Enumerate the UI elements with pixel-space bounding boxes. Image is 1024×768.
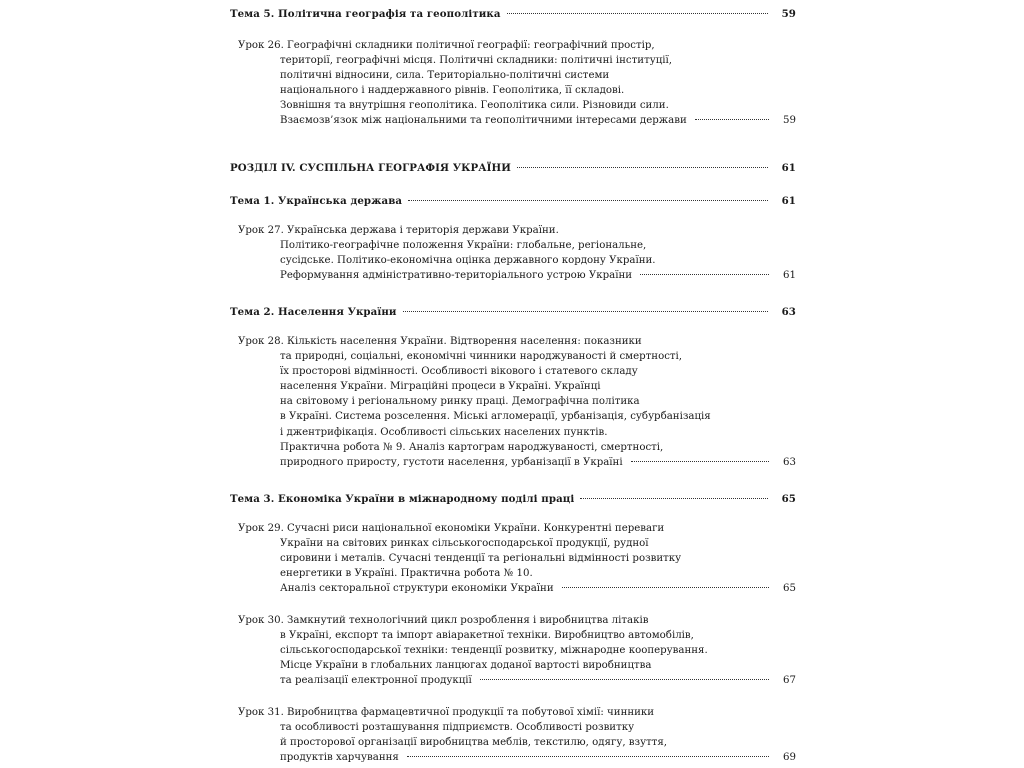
page-number: 61 [781, 162, 796, 174]
section-title: РОЗДІЛ IV. СУСПІЛЬНА ГЕОГРАФІЯ УКРАЇНИ [230, 162, 511, 174]
page-number: 61 [781, 195, 796, 207]
toc-lesson-entry [238, 521, 796, 596]
dot-leader [640, 274, 769, 275]
lesson-line: Урок 28. Кількість населення України. Відтворення населення: показники [238, 336, 642, 347]
lesson-line: на світовому і регіональному ринку праці. Демографічна політика [280, 396, 640, 408]
page-number: 63 [781, 306, 796, 318]
lesson-line: сировини і металів. Сучасні тенденції та регіональні відмінності розвитку [280, 553, 682, 565]
topic-title: Тема 5. Політична географія та геополітика [230, 8, 501, 20]
dot-leader [403, 311, 768, 312]
lesson-line: України на світових ринках сільськогосподарської продукції, рудної [280, 538, 649, 550]
dot-leader [695, 119, 769, 120]
dot-leader [631, 461, 769, 462]
topic-title: Тема 3. Економіка України в міжнародному поділі праці [230, 493, 575, 505]
lesson-line: населення України. Міграційні процеси в Україні. Українці [280, 381, 601, 393]
page-number: 65 [781, 493, 796, 505]
lesson-line: Зовнішня та внутрішня геополітика. Геополітика сили. Різновиди сили. [280, 100, 669, 112]
dot-leader [580, 498, 767, 499]
topic-title: Тема 1. Українська держава [230, 195, 403, 207]
lesson-line: Урок 29. Сучасні риси національної економіки України. Конкурентні переваги [238, 523, 665, 534]
page-number: 59 [783, 115, 796, 127]
toc-topic-heading [230, 493, 796, 505]
lesson-line: й просторової організації виробництва меблів, текстилю, одягу, взуття, [280, 737, 668, 749]
dot-leader [407, 756, 769, 757]
toc-lesson-entry [238, 334, 796, 470]
lesson-line: та природні, соціальні, економічні чинники народжуваності й смертності, [280, 351, 683, 363]
toc-topic-heading [230, 306, 796, 318]
lesson-line: Урок 27. Українська держава і територія держави України. [238, 225, 559, 236]
lesson-line: їх просторові відмінності. Особливості вікового і статевого складу [280, 366, 638, 378]
toc-lesson-entry [238, 223, 796, 283]
page-number: 65 [783, 583, 796, 595]
lesson-line: та особливості розташування підприємств. Особливості розвитку [280, 722, 635, 734]
topic-title: Тема 2. Населення України [230, 306, 397, 318]
lesson-line: національного і наддержавного рівнів. Геополітика, її складові. [280, 85, 625, 97]
toc-lesson-entry [238, 705, 796, 765]
dot-leader [507, 13, 768, 14]
page-number: 69 [783, 752, 796, 764]
lesson-line: території, географічні місця. Політичні складники: політичні інституції, [280, 55, 672, 67]
toc-section-heading [230, 162, 796, 174]
dot-leader [480, 679, 769, 680]
lesson-line: Політико-географічне положення України: глобальне, регіональне, [280, 240, 647, 252]
lesson-line: в Україні. Система розселення. Міські агломерації, урбанізація, субурбанізація [280, 411, 711, 423]
lesson-line: в Україні, експорт та імпорт авіаракетної техніки. Виробництво автомобілів, [280, 630, 694, 642]
dot-leader [408, 200, 768, 201]
page-number: 67 [783, 675, 796, 687]
lesson-line: Урок 30. Замкнутий технологічний цикл розроблення і виробництва літаків [238, 615, 649, 626]
lesson-line: Реформування адміністративно-територіального устрою України [280, 270, 633, 282]
lesson-line: політичні відносини, сила. Територіально-політичні системи [280, 70, 610, 82]
lesson-line: та реалізації електронної продукції [280, 675, 472, 687]
page-number: 63 [783, 456, 796, 468]
toc-topic-heading [230, 195, 796, 207]
lesson-line: і джентрифікація. Особливості сільських населених пунктів. [280, 426, 608, 438]
toc-lesson-entry [238, 38, 796, 129]
lesson-line: Урок 26. Географічні складники політичної географії: географічний простір, [238, 40, 655, 51]
lesson-line: природного приросту, густоти населення, урбанізації в Україні [280, 456, 623, 468]
lesson-line: сусідське. Політико-економічна оцінка державного кордону України. [280, 255, 656, 267]
lesson-line: Аналіз секторальної структури економіки України [280, 583, 554, 595]
lesson-line: Взаємозв’язок між національними та геополітичними інтересами держави [280, 115, 687, 127]
lesson-line: Місце України в глобальних ланцюгах доданої вартості виробництва [280, 660, 652, 672]
page-number: 59 [781, 8, 796, 20]
page-number: 61 [783, 270, 796, 282]
lesson-line: сільськогосподарської техніки: тенденції розвитку, міжнародне кооперування. [280, 645, 708, 657]
toc-lesson-entry [238, 613, 796, 688]
toc-topic-heading [230, 8, 796, 20]
lesson-line: Урок 31. Виробництва фармацевтичної продукції та побутової хімії: чинники [238, 707, 655, 718]
lesson-line: Практична робота № 9. Аналіз картограм народжуваності, смертності, [280, 441, 664, 453]
dot-leader [517, 167, 768, 168]
lesson-line: продуктів харчування [280, 752, 399, 764]
lesson-line: енергетики в Україні. Практична робота № 10. [280, 568, 533, 580]
dot-leader [562, 587, 769, 588]
